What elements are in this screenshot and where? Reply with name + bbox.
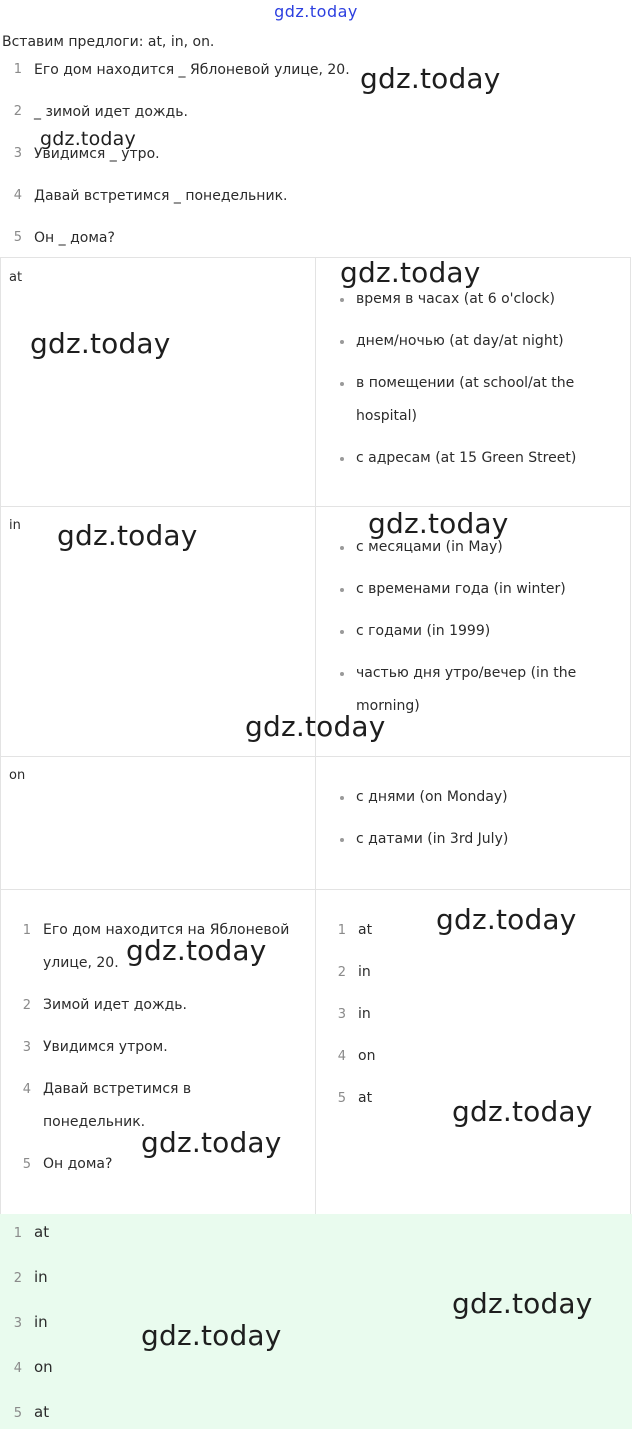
rule-uses-cell (316, 258, 630, 506)
item-number: 5 (337, 1091, 346, 1106)
answer-text: at (358, 922, 373, 938)
answer-text: on (34, 1358, 53, 1376)
sentence-text: Его дом находится на Яблоневой улице, 20. (43, 922, 290, 971)
item-number: 3 (13, 1316, 22, 1331)
answer-text: on (358, 1048, 376, 1064)
item-number: 4 (22, 1082, 31, 1097)
answer-item (8, 1220, 53, 1265)
item-number: 4 (13, 1361, 22, 1376)
task-title: Вставим предлоги: at, in, on. (2, 34, 215, 50)
rule-uses-list (340, 531, 614, 723)
item-number: 1 (22, 923, 31, 938)
item-number: 2 (337, 965, 346, 980)
rule-uses-list (340, 781, 614, 856)
answer-text: in (34, 1268, 48, 1286)
sentence-text: Увидимся утром. (43, 1039, 168, 1055)
watermark: gdz.today (126, 934, 267, 967)
task-list (0, 62, 632, 272)
item-number: 3 (337, 1007, 346, 1022)
sentence-text: Он дома? (43, 1156, 113, 1172)
item-number: 4 (13, 188, 22, 203)
answer-block (0, 1214, 632, 1429)
item-text: Давай встретимся _ понедельник. (34, 188, 288, 204)
rule-key: on (9, 768, 26, 783)
solution-answers (332, 914, 375, 1124)
rule-uses-list (340, 283, 614, 475)
rule-uses-cell (316, 756, 630, 889)
task-item (0, 62, 632, 104)
watermark: gdz.today (360, 62, 501, 95)
answer-list (8, 1220, 53, 1445)
item-number: 1 (13, 62, 22, 77)
solution-answer (332, 1082, 375, 1115)
item-number: 3 (22, 1040, 31, 1055)
rule-row-at (0, 257, 631, 507)
solution-sentence (17, 989, 307, 1022)
answer-item (8, 1400, 53, 1445)
rule-use: в помещении (at school/at the hospital) (340, 367, 614, 433)
task-item (0, 146, 632, 188)
solution-answer (332, 998, 375, 1031)
watermark: gdz.today (452, 1095, 593, 1128)
solution-row (0, 889, 631, 1215)
answer-text: at (358, 1090, 373, 1106)
item-number: 1 (337, 923, 346, 938)
rule-use: с годами (in 1999) (340, 615, 614, 648)
sentence-text: Давай встретимся в понедельник. (43, 1081, 192, 1130)
answer-text: in (34, 1313, 48, 1331)
rule-row-on (0, 756, 631, 890)
solution-answers-cell (316, 889, 630, 1214)
answer-text: at (34, 1403, 50, 1421)
watermark: gdz.today (141, 1319, 282, 1352)
solution-answer (332, 956, 375, 989)
item-number: 5 (22, 1157, 31, 1172)
rule-key-cell (1, 258, 316, 506)
watermark: gdz.today (452, 1287, 593, 1320)
site-logo[interactable]: gdz.today (274, 2, 358, 21)
item-text: Он _ дома? (34, 230, 115, 246)
rule-use: с днями (on Monday) (340, 781, 614, 814)
solution-sentence (17, 1031, 307, 1064)
answer-text: in (358, 1006, 371, 1022)
watermark: gdz.today (40, 128, 136, 150)
item-text: _ зимой идет дождь. (34, 104, 188, 120)
answer-item (8, 1265, 53, 1310)
answer-item (8, 1355, 53, 1400)
rule-use: время в часах (at 6 o'clock) (340, 283, 614, 316)
rule-use: днем/ночью (at day/at night) (340, 325, 614, 358)
item-text: Увидимся _ утро. (34, 146, 160, 162)
watermark: gdz.today (436, 903, 577, 936)
solution-answer (332, 1040, 375, 1073)
sentence-text: Зимой идет дождь. (43, 997, 187, 1013)
rule-use: с временами года (in winter) (340, 573, 614, 606)
item-number: 2 (13, 104, 22, 119)
item-number: 2 (22, 998, 31, 1013)
rule-use: с месяцами (in May) (340, 531, 614, 564)
answer-item (8, 1310, 53, 1355)
item-number: 5 (13, 230, 22, 245)
item-number: 1 (13, 1226, 22, 1241)
item-number: 2 (13, 1271, 22, 1286)
watermark: gdz.today (30, 327, 171, 360)
rule-key-cell (1, 756, 316, 889)
watermark: gdz.today (245, 710, 386, 743)
watermark: gdz.today (340, 256, 481, 289)
rule-key: at (9, 270, 23, 285)
item-number: 4 (337, 1049, 346, 1064)
rule-use: с адресам (at 15 Green Street) (340, 442, 614, 475)
task-item (0, 188, 632, 230)
rule-key: in (9, 518, 21, 533)
rule-use: частью дня утро/вечер (in the morning) (340, 657, 614, 723)
answer-text: in (358, 964, 371, 980)
watermark: gdz.today (57, 519, 198, 552)
item-number: 5 (13, 1406, 22, 1421)
solution-answer (332, 914, 375, 947)
watermark: gdz.today (368, 507, 509, 540)
answer-text: at (34, 1223, 50, 1241)
rule-use: с датами (in 3rd July) (340, 823, 614, 856)
item-number: 3 (13, 146, 22, 161)
watermark: gdz.today (141, 1126, 282, 1159)
item-text: Его дом находится _ Яблоневой улице, 20. (34, 62, 350, 78)
